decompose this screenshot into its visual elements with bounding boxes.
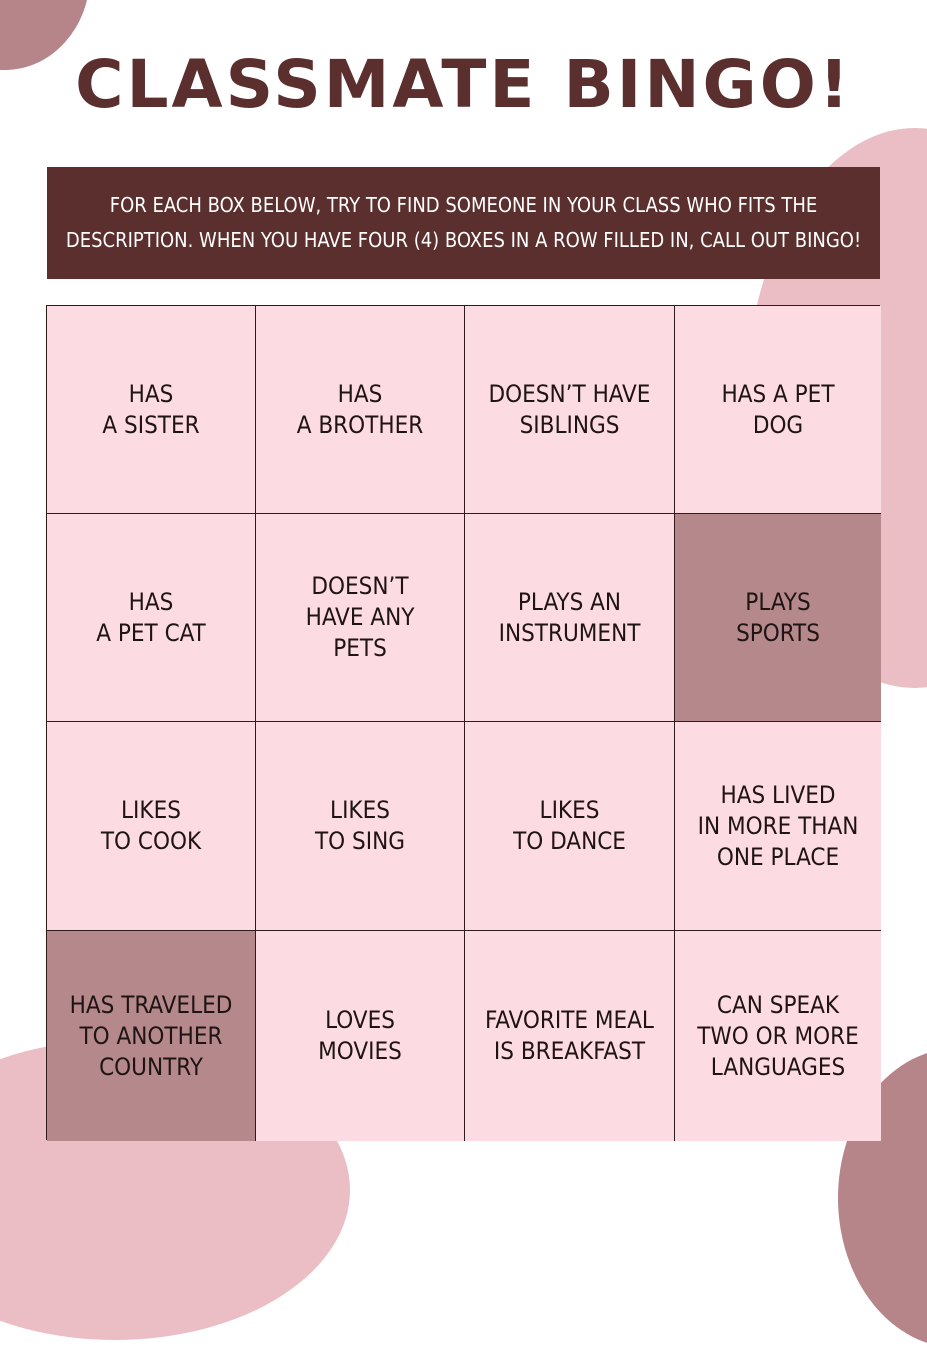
bingo-cell[interactable]: LIKES TO SING — [256, 722, 465, 931]
bingo-cell[interactable]: DOESN’T HAVE ANY PETS — [256, 514, 465, 722]
bingo-cell[interactable]: CAN SPEAK TWO OR MORE LANGUAGES — [675, 931, 881, 1141]
bingo-cell[interactable]: FAVORITE MEAL IS BREAKFAST — [465, 931, 675, 1141]
bingo-cell[interactable]: LOVES MOVIES — [256, 931, 465, 1141]
bingo-cell[interactable]: HAS A BROTHER — [256, 306, 465, 514]
bingo-cell[interactable]: PLAYS SPORTS — [675, 514, 881, 722]
bingo-cell[interactable]: HAS LIVED IN MORE THAN ONE PLACE — [675, 722, 881, 931]
bingo-cell[interactable]: LIKES TO COOK — [47, 722, 256, 931]
instructions-text: FOR EACH BOX BELOW, TRY TO FIND SOMEONE IN YOUR CLASS WHO FITS THE DESCRIPTION. WHEN YOU HAVE FOUR (4) BOXES IN A ROW FILLED IN, CALL OUT BINGO! — [65, 193, 862, 252]
bingo-cell[interactable]: HAS A PET CAT — [47, 514, 256, 722]
bingo-cell[interactable]: PLAYS AN INSTRUMENT — [465, 514, 675, 722]
bingo-grid — [46, 305, 880, 1140]
instructions-banner — [47, 167, 880, 279]
bingo-cell[interactable]: HAS A SISTER — [47, 306, 256, 514]
bingo-cell[interactable]: HAS TRAVELED TO ANOTHER COUNTRY — [47, 931, 256, 1141]
bingo-cell[interactable]: HAS A PET DOG — [675, 306, 881, 514]
bingo-cell[interactable]: LIKES TO DANCE — [465, 722, 675, 931]
page-title: CLASSMATE BINGO! — [75, 46, 852, 123]
bingo-cell[interactable]: DOESN’T HAVE SIBLINGS — [465, 306, 675, 514]
